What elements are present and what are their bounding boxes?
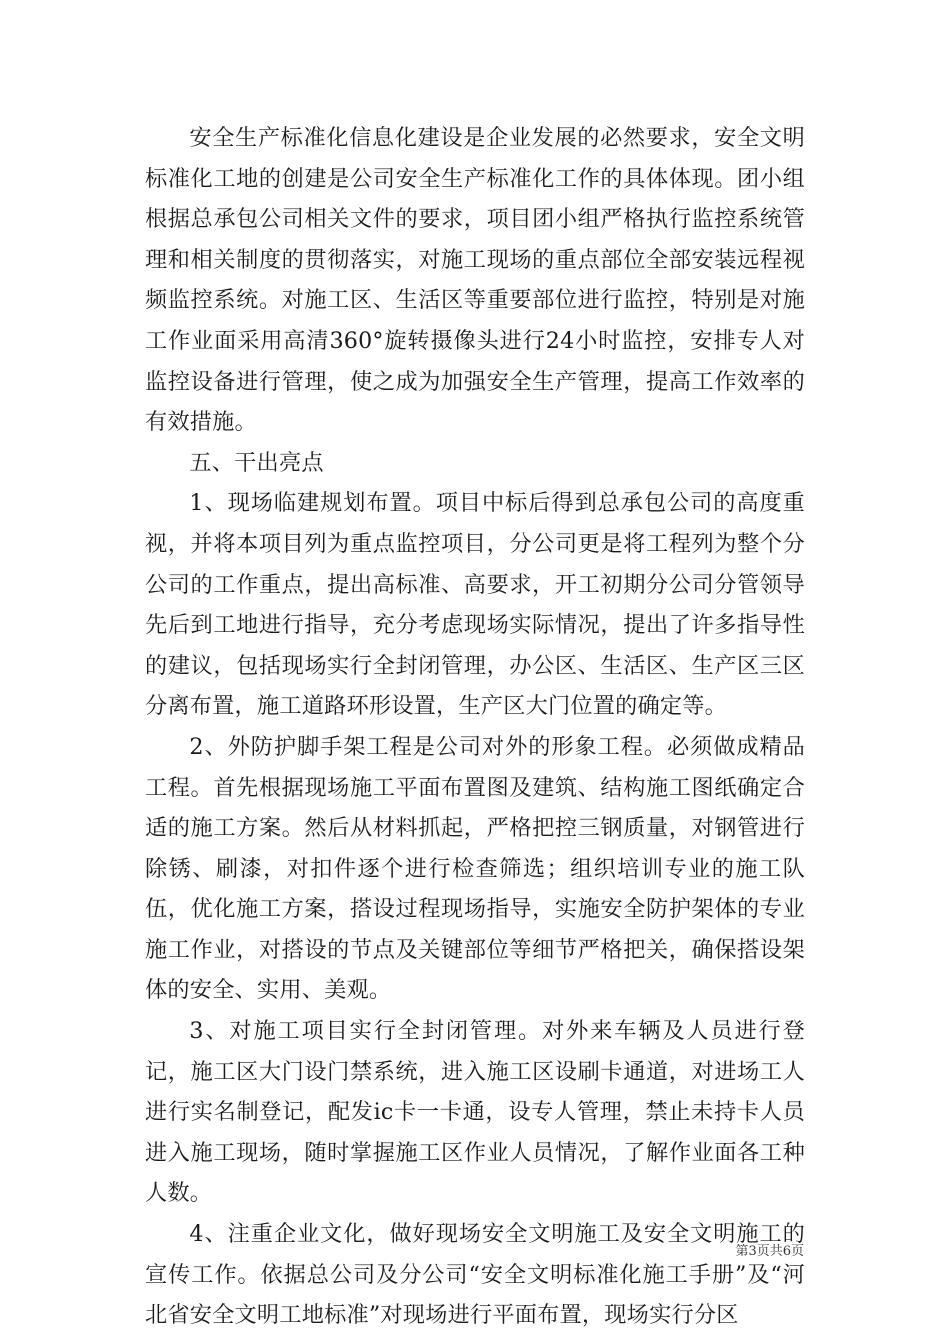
paragraph-item-4: 4、注重企业文化，做好现场安全文明施工及安全文明施工的宣传工作。依据总公司及分公司“安全文明标准化施工手册”及“河北省安全文明工地标准”对现场进行平面布置，现场实行分区: [145, 1221, 805, 1329]
paragraph-item-3: 3、对施工项目实行全封闭管理。对外来车辆及人员进行登记，施工区大门设门禁系统，进入施工区设刷卡通道，对进场工人进行实名制登记，配发ic卡一卡通，设专人管理，禁止未持卡人员进入施工现场，随时掌握施工区作业人员情况，了解作业面各工种人数。: [145, 1018, 805, 1207]
section-heading: 五、干出亮点: [189, 449, 324, 476]
document-body: [145, 118, 805, 1336]
page-number-footer: 第3页共6页: [735, 1244, 804, 1259]
paragraph-item-1: 1、现场临建规划布置。项目中标后得到总承包公司的高度重视，并将本项目列为重点监控项目，分公司更是将工程列为整个分公司的工作重点，提出高标准、高要求，开工初期分公司分管领导先后到工地进行指导，充分考虑现场实际情况，提出了许多指导性的建议，包括现场实行全封闭管理，办公区、生活区、生产区三区分离布置，施工道路环形设置，生产区大门位置的确定等。: [145, 490, 805, 720]
paragraph-item-2: 2、外防护脚手架工程是公司对外的形象工程。必须做成精品工程。首先根据现场施工平面布置图及建筑、结构施工图纸确定合适的施工方案。然后从材料抓起，严格把控三钢质量，对钢管进行除锈、刷漆，对扣件逐个进行检查筛选；组织培训专业的施工队伍，优化施工方案，搭设过程现场指导，实施安全防护架体的专业施工作业，对搭设的节点及关键部位等细节严格把关，确保搭设架体的安全、实用、美观。: [145, 733, 805, 1004]
paragraph-monitoring: 安全生产标准化信息化建设是企业发展的必然要求，安全文明标准化工地的创建是公司安全生产标准化工作的具体体现。团小组根据总承包公司相关文件的要求，项目团小组严格执行监控系统管理和相关制度的贯彻落实，对施工现场的重点部位全部安装远程视频监控系统。对施工区、生活区等重要部位进行监控，特别是对施工作业面采用高清360°旋转摄像头进行24小时监控，安排专人对监控设备进行管理，使之成为加强安全生产管理，提高工作效率的有效措施。: [145, 125, 805, 436]
